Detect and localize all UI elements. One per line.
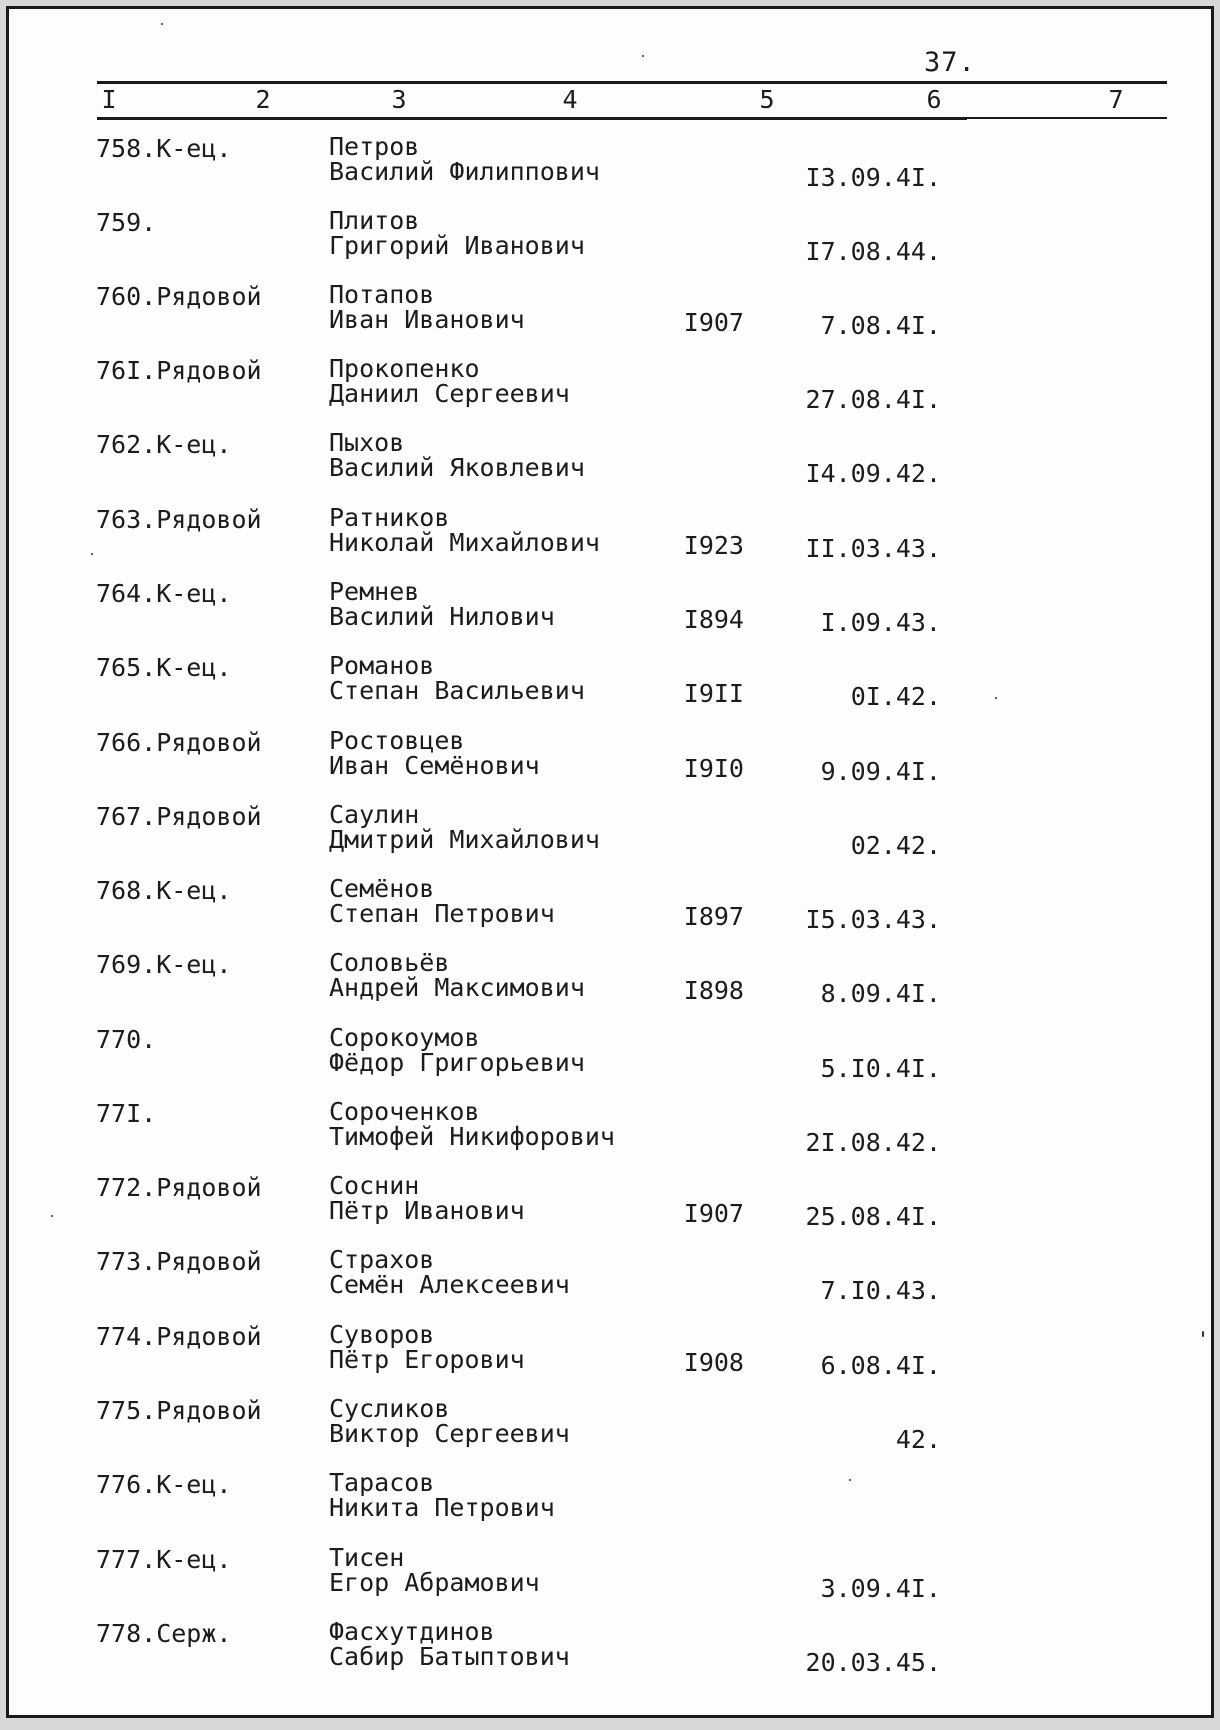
record-given-name: Василий Филиппович	[329, 157, 600, 186]
scan-speck	[995, 697, 997, 699]
scan-speck	[51, 1215, 53, 1217]
record-date: I.09.43.	[820, 608, 941, 637]
record-given-name: Андрей Максимович	[329, 973, 585, 1002]
record-number: 777.К-ец.	[96, 1545, 232, 1574]
column-header-1: I	[101, 85, 117, 114]
record-birth-year: I923	[683, 531, 744, 560]
record-surname: Семёнов	[329, 874, 435, 903]
record-date: I3.09.4I.	[805, 163, 941, 192]
record-birth-year: I898	[683, 976, 744, 1005]
record-given-name: Степан Васильевич	[329, 676, 585, 705]
record-name	[329, 1396, 570, 1446]
record-name	[329, 282, 525, 332]
column-header-7: 7	[1108, 85, 1124, 114]
record-number: 765.К-ец.	[96, 653, 232, 682]
record-birth-year: I908	[683, 1348, 744, 1377]
record-surname: Тарасов	[329, 1468, 435, 1497]
record-row	[9, 1470, 1211, 1540]
record-given-name: Сабир Батыптович	[329, 1642, 570, 1671]
record-row	[9, 728, 1211, 798]
column-header-4: 4	[562, 85, 578, 114]
record-surname: Плитов	[329, 206, 420, 235]
record-surname: Потапов	[329, 280, 435, 309]
record-number: 773.Рядовой	[96, 1247, 262, 1276]
record-name	[329, 1619, 570, 1669]
record-birth-year: I907	[683, 1199, 744, 1228]
record-number: 77I.	[96, 1099, 157, 1128]
record-surname: Ратников	[329, 503, 450, 532]
record-number: 762.К-ец.	[96, 430, 232, 459]
record-number: 766.Рядовой	[96, 728, 262, 757]
record-given-name: Николай Михайлович	[329, 528, 600, 557]
scan-speck	[91, 553, 93, 555]
record-number: 759.	[96, 208, 157, 237]
record-date: 0I.42.	[850, 682, 941, 711]
record-given-name: Семён Алексеевич	[329, 1270, 570, 1299]
record-name	[329, 1025, 585, 1075]
record-name	[329, 1247, 570, 1297]
record-name	[329, 356, 570, 406]
record-date: 20.03.45.	[805, 1648, 941, 1677]
record-surname: Сусликов	[329, 1394, 450, 1423]
record-name	[329, 1099, 615, 1149]
record-birth-year: I907	[683, 308, 744, 337]
record-surname: Прокопенко	[329, 354, 480, 383]
record-row	[9, 950, 1211, 1020]
record-row	[9, 653, 1211, 723]
record-row	[9, 208, 1211, 278]
column-header-2: 2	[255, 85, 271, 114]
record-name	[329, 728, 540, 778]
record-date: II.03.43.	[805, 534, 941, 563]
record-given-name: Пётр Иванович	[329, 1196, 525, 1225]
record-birth-year: I894	[683, 605, 744, 634]
record-date: I7.08.44.	[805, 237, 941, 266]
record-row	[9, 579, 1211, 649]
records-list	[9, 9, 1211, 1715]
record-date: 2I.08.42.	[805, 1128, 941, 1157]
record-surname: Сорокоумов	[329, 1023, 480, 1052]
record-birth-year: I9I0	[683, 754, 744, 783]
record-given-name: Никита Петрович	[329, 1493, 555, 1522]
record-number: 774.Рядовой	[96, 1322, 262, 1351]
record-name	[329, 1470, 555, 1520]
record-row	[9, 1322, 1211, 1392]
record-date: 27.08.4I.	[805, 385, 941, 414]
record-date: 3.09.4I.	[820, 1574, 941, 1603]
page-number: 37.	[924, 47, 976, 78]
record-birth-year: I9II	[683, 679, 744, 708]
record-row	[9, 1545, 1211, 1615]
record-date: 42.	[895, 1425, 941, 1454]
record-surname: Ростовцев	[329, 726, 465, 755]
record-number: 776.К-ец.	[96, 1470, 232, 1499]
record-surname: Ремнев	[329, 577, 420, 606]
record-row	[9, 802, 1211, 872]
record-name	[329, 134, 600, 184]
record-date: 7.08.4I.	[820, 311, 941, 340]
record-given-name: Виктор Сергеевич	[329, 1419, 570, 1448]
record-date: I4.09.42.	[805, 459, 941, 488]
record-date: 9.09.4I.	[820, 757, 941, 786]
record-given-name: Иван Иванович	[329, 305, 525, 334]
record-row	[9, 1025, 1211, 1095]
record-given-name: Фёдор Григорьевич	[329, 1048, 585, 1077]
record-given-name: Григорий Иванович	[329, 231, 585, 260]
record-given-name: Иван Семёнович	[329, 751, 540, 780]
scan-speck	[849, 1479, 851, 1481]
record-surname: Страхов	[329, 1245, 435, 1274]
record-row	[9, 282, 1211, 352]
column-header-6: 6	[926, 85, 942, 114]
record-number: 772.Рядовой	[96, 1173, 262, 1202]
record-name	[329, 653, 585, 703]
record-given-name: Василий Нилович	[329, 602, 555, 631]
record-surname: Суворов	[329, 1320, 435, 1349]
column-header-5: 5	[759, 85, 775, 114]
record-number: 764.К-ец.	[96, 579, 232, 608]
record-row	[9, 1396, 1211, 1466]
record-name	[329, 1173, 525, 1223]
record-date: 7.I0.43.	[820, 1276, 941, 1305]
record-number: 768.К-ец.	[96, 876, 232, 905]
record-row	[9, 876, 1211, 946]
record-surname: Сороченков	[329, 1097, 480, 1126]
record-date: 02.42.	[850, 831, 941, 860]
record-name	[329, 579, 555, 629]
record-number: 778.Серж.	[96, 1619, 232, 1648]
record-name	[329, 950, 585, 1000]
record-name	[329, 505, 600, 555]
record-number: 763.Рядовой	[96, 505, 262, 534]
record-number: 758.К-ец.	[96, 134, 232, 163]
scan-speck	[642, 55, 644, 57]
record-name	[329, 1545, 540, 1595]
record-name	[329, 802, 600, 852]
record-surname: Романов	[329, 651, 435, 680]
record-surname: Соснин	[329, 1171, 420, 1200]
record-surname: Саулин	[329, 800, 420, 829]
record-number: 775.Рядовой	[96, 1396, 262, 1425]
record-name	[329, 208, 585, 258]
column-header-3: 3	[391, 85, 407, 114]
scan-speck	[1202, 1331, 1204, 1337]
record-number: 767.Рядовой	[96, 802, 262, 831]
record-given-name: Пётр Егорович	[329, 1345, 525, 1374]
record-row	[9, 1619, 1211, 1689]
record-number: 76I.Рядовой	[96, 356, 262, 385]
record-surname: Соловьёв	[329, 948, 450, 977]
record-surname: Пыхов	[329, 428, 405, 457]
record-birth-year: I897	[683, 902, 744, 931]
document-page	[6, 6, 1214, 1718]
record-date: 25.08.4I.	[805, 1202, 941, 1231]
record-row	[9, 134, 1211, 204]
record-number: 760.Рядовой	[96, 282, 262, 311]
record-given-name: Егор Абрамович	[329, 1568, 540, 1597]
record-name	[329, 1322, 525, 1372]
record-surname: Петров	[329, 132, 420, 161]
record-given-name: Даниил Сергеевич	[329, 379, 570, 408]
record-given-name: Василий Яковлевич	[329, 453, 585, 482]
record-row	[9, 1173, 1211, 1243]
record-name	[329, 876, 555, 926]
scan-speck	[161, 23, 163, 25]
record-given-name: Степан Петрович	[329, 899, 555, 928]
record-given-name: Дмитрий Михайлович	[329, 825, 600, 854]
record-row	[9, 356, 1211, 426]
record-date: I5.03.43.	[805, 905, 941, 934]
record-date: 8.09.4I.	[820, 979, 941, 1008]
record-row	[9, 430, 1211, 500]
record-number: 769.К-ец.	[96, 950, 232, 979]
record-row	[9, 1099, 1211, 1169]
record-date: 5.I0.4I.	[820, 1054, 941, 1083]
record-row	[9, 505, 1211, 575]
record-date: 6.08.4I.	[820, 1351, 941, 1380]
record-given-name: Тимофей Никифорович	[329, 1122, 615, 1151]
record-surname: Тисен	[329, 1543, 405, 1572]
record-name	[329, 430, 585, 480]
record-number: 770.	[96, 1025, 157, 1054]
record-row	[9, 1247, 1211, 1317]
record-surname: Фасхутдинов	[329, 1617, 495, 1646]
